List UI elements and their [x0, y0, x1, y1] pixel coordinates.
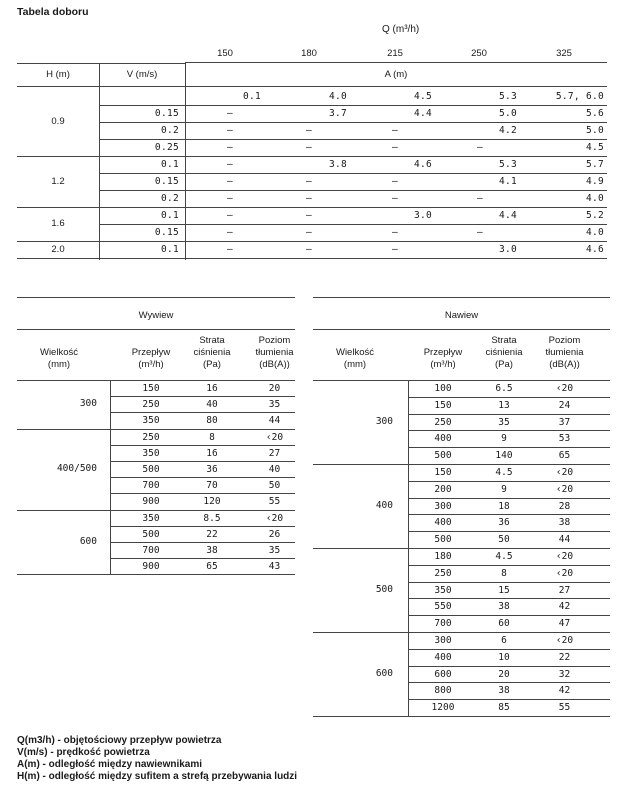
- cell-value: 85: [498, 702, 510, 714]
- divider: [313, 464, 610, 465]
- divider: [185, 62, 607, 63]
- size-value: 500: [375, 584, 393, 595]
- h-value: 2.0: [51, 243, 65, 255]
- a-value: —: [226, 108, 234, 119]
- a-value: —: [305, 142, 313, 153]
- cell-value: 350: [434, 584, 452, 596]
- cell-value: 180: [434, 551, 452, 562]
- cell-value: 35: [268, 545, 281, 556]
- divider: [313, 329, 610, 330]
- cell-value: 500: [142, 528, 160, 540]
- v-value: 0.15: [154, 176, 179, 187]
- cell-value: 250: [142, 399, 160, 411]
- cell-value: 40: [268, 464, 281, 475]
- a-value: 4.0: [585, 193, 604, 204]
- cell-value: 20: [268, 383, 281, 394]
- cell-value: 8.5: [203, 512, 221, 524]
- column-header: (mm): [47, 359, 71, 370]
- cell-value: 40: [206, 399, 218, 411]
- cell-value: 38: [498, 685, 510, 697]
- v-value: 0.1: [160, 159, 179, 170]
- size-value: 600: [79, 536, 97, 547]
- cell-value: 700: [142, 545, 160, 556]
- a-value: —: [305, 193, 313, 204]
- cell-value: 120: [203, 496, 221, 508]
- a-value: 4.6: [585, 244, 604, 255]
- a-value: 5.3: [498, 159, 517, 170]
- column-header: Strata: [491, 335, 517, 346]
- divider: [408, 498, 610, 499]
- cell-value: 6.5: [495, 383, 513, 394]
- cell-value: 300: [434, 500, 452, 512]
- v-value: 0.2: [160, 125, 179, 136]
- divider: [110, 380, 111, 574]
- cell-value: 22: [558, 651, 571, 663]
- column-header: (m³/h): [138, 359, 164, 370]
- cell-value: 400: [434, 651, 452, 663]
- q-axis-label: Q (m³/h): [382, 24, 420, 35]
- cell-value: 18: [498, 500, 510, 512]
- divider: [110, 461, 295, 462]
- a-header: A (m): [384, 69, 408, 80]
- cell-value: 8: [501, 567, 507, 579]
- cell-value: 47: [558, 618, 571, 630]
- cell-value: 400: [434, 433, 452, 445]
- legend-item: H(m) - odległość między sufitem a strefą przebywania ludzi: [17, 771, 298, 782]
- cell-value: 22: [206, 528, 218, 540]
- q-value: 250: [471, 48, 487, 59]
- cell-value: 43: [268, 561, 281, 573]
- a-value: —: [305, 210, 313, 221]
- cell-value: 250: [142, 431, 160, 443]
- column-header: (mm): [343, 359, 367, 370]
- h-value: 1.2: [51, 175, 65, 187]
- v-header: V (m/s): [126, 69, 158, 80]
- q-value: 215: [387, 48, 403, 59]
- cell-value: ‹20: [555, 383, 574, 394]
- cell-value: 80: [206, 415, 218, 427]
- a-value: 4.6: [413, 159, 432, 170]
- cell-value: 350: [142, 512, 160, 524]
- a-value: 4.5: [585, 142, 604, 153]
- divider: [408, 447, 610, 448]
- a-value: —: [391, 193, 399, 204]
- divider: [17, 63, 185, 64]
- divider: [17, 241, 607, 242]
- divider: [17, 297, 295, 298]
- column-header: ciśnienia: [485, 347, 523, 358]
- divider: [408, 531, 610, 532]
- column-header: (Pa): [203, 359, 221, 370]
- cell-value: ‹20: [265, 431, 284, 443]
- cell-value: ‹20: [265, 512, 284, 524]
- a-value: 5.0: [498, 108, 517, 119]
- v-value: 0.15: [154, 108, 179, 119]
- h-value: 1.6: [51, 218, 65, 229]
- cell-value: 1200: [431, 702, 455, 714]
- a-value: —: [391, 227, 399, 238]
- cell-value: 50: [498, 534, 510, 546]
- a-value: —: [305, 227, 313, 238]
- a-value: 3.0: [498, 244, 517, 255]
- cell-value: 250: [434, 567, 452, 579]
- a-value: 5.6: [585, 108, 604, 119]
- v-value: 0.1: [160, 210, 179, 221]
- a-value: 3.8: [328, 159, 347, 170]
- h-value: 0.9: [51, 116, 65, 127]
- cell-value: 250: [434, 416, 452, 428]
- a-value: —: [305, 244, 313, 255]
- cell-value: 10: [498, 651, 510, 663]
- divider: [17, 510, 295, 511]
- cell-value: ‹20: [555, 635, 574, 646]
- column-header: tłumienia: [545, 347, 584, 358]
- a-value: 4.0: [585, 227, 604, 238]
- cell-value: 35: [498, 416, 510, 428]
- cell-value: 550: [434, 601, 452, 613]
- divider: [408, 666, 610, 667]
- a-value: 3.0: [413, 210, 432, 221]
- cell-value: ‹20: [555, 483, 574, 495]
- a-value: 5.2: [585, 210, 604, 221]
- cell-value: 500: [434, 534, 452, 546]
- divider: [17, 574, 295, 575]
- a-value: 4.1: [498, 176, 517, 187]
- cell-value: 55: [268, 496, 281, 508]
- size-value: 300: [79, 398, 97, 410]
- cell-value: ‹20: [555, 551, 574, 562]
- column-header: (Pa): [495, 359, 513, 370]
- divider: [408, 615, 610, 616]
- cell-value: 500: [142, 464, 160, 475]
- v-value: 0.15: [154, 227, 179, 238]
- column-header: (dB(A)): [259, 359, 290, 370]
- cell-value: 4.5: [495, 551, 513, 562]
- cell-value: 35: [268, 399, 281, 411]
- divider: [17, 429, 295, 430]
- cell-value: 350: [142, 415, 160, 427]
- cell-value: 70: [206, 480, 218, 492]
- cell-value: 38: [558, 517, 571, 529]
- a-value: 4.2: [498, 125, 517, 136]
- size-value: 400/500: [56, 463, 97, 475]
- q-value: 180: [301, 48, 317, 59]
- divider: [110, 445, 295, 446]
- divider: [110, 542, 295, 543]
- cell-value: 38: [206, 545, 218, 556]
- divider: [110, 493, 295, 494]
- cell-value: 13: [498, 399, 510, 411]
- divider: [408, 565, 610, 566]
- cell-value: 300: [434, 635, 452, 646]
- cell-value: 44: [268, 415, 281, 427]
- a-value: —: [476, 227, 484, 238]
- cell-value: 55: [558, 702, 571, 714]
- h-header: H (m): [46, 69, 70, 80]
- divider: [313, 380, 610, 381]
- cell-value: 60: [498, 618, 510, 630]
- size-value: 600: [375, 668, 393, 679]
- a-value: —: [305, 125, 313, 136]
- a-value: —: [476, 142, 484, 153]
- cell-value: 200: [434, 483, 452, 495]
- column-header: (dB(A)): [549, 359, 580, 370]
- divider: [110, 526, 295, 527]
- divider: [408, 649, 610, 650]
- table-title: Wywiew: [138, 310, 174, 321]
- cell-value: 150: [434, 467, 452, 478]
- cell-value: 4.5: [495, 467, 513, 478]
- a-value: —: [226, 159, 234, 170]
- cell-value: 700: [434, 618, 452, 630]
- cell-value: 28: [558, 500, 571, 512]
- cell-value: 27: [558, 584, 571, 596]
- cell-value: 37: [558, 416, 571, 428]
- cell-value: 150: [434, 399, 452, 411]
- column-header: Przepływ: [423, 347, 463, 358]
- cell-value: 65: [206, 561, 218, 573]
- a-value: 5.7: [585, 159, 604, 170]
- cell-value: 8: [209, 431, 215, 443]
- cell-value: 20: [498, 668, 510, 680]
- cell-value: 9: [501, 483, 507, 495]
- divider: [110, 412, 295, 413]
- divider: [17, 207, 607, 208]
- divider: [408, 380, 409, 716]
- cell-value: 16: [206, 383, 218, 394]
- divider: [99, 224, 607, 225]
- a-value: 0.1: [242, 91, 261, 102]
- column-header: Wielkość: [335, 347, 374, 358]
- a-value: —: [391, 125, 399, 136]
- cell-value: 32: [558, 668, 571, 680]
- cell-value: 65: [558, 450, 571, 462]
- divider: [408, 582, 610, 583]
- a-value: 3.7: [328, 108, 347, 119]
- column-header: tłumienia: [255, 347, 294, 358]
- divider: [99, 173, 607, 174]
- divider: [408, 414, 610, 415]
- divider: [313, 632, 610, 633]
- column-header: (m³/h): [430, 359, 456, 370]
- divider: [408, 397, 610, 398]
- cell-value: 50: [268, 480, 281, 492]
- a-value: —: [226, 142, 234, 153]
- divider: [110, 477, 295, 478]
- a-value: —: [226, 227, 234, 238]
- column-header: ciśnienia: [193, 347, 231, 358]
- divider: [17, 156, 607, 157]
- divider: [408, 699, 610, 700]
- a-value: —: [226, 244, 234, 255]
- a-value: —: [391, 142, 399, 153]
- cell-value: 16: [206, 447, 218, 459]
- divider: [99, 122, 607, 123]
- a-value: —: [226, 176, 234, 187]
- cell-value: 53: [558, 433, 571, 445]
- a-value: —: [226, 210, 234, 221]
- size-value: 400: [375, 500, 393, 511]
- divider: [408, 430, 610, 431]
- divider: [408, 481, 610, 482]
- cell-value: 42: [558, 685, 571, 697]
- divider: [408, 514, 610, 515]
- cell-value: 600: [434, 668, 452, 680]
- legend-item: Q(m3/h) - objętościowy przepływ powietrza: [17, 735, 222, 746]
- v-value: 0.1: [160, 244, 179, 255]
- divider: [99, 139, 607, 140]
- cell-value: 400: [434, 517, 452, 529]
- a-value: 5.0: [585, 125, 604, 136]
- a-value: —: [226, 193, 234, 204]
- column-header: Strata: [199, 335, 225, 346]
- cell-value: 800: [434, 685, 452, 697]
- cell-value: 24: [558, 399, 571, 411]
- column-header: Wielkość: [39, 347, 78, 358]
- cell-value: 100: [434, 383, 452, 394]
- a-value: —: [391, 244, 399, 255]
- a-value: —: [305, 176, 313, 187]
- column-header: Poziom: [548, 335, 581, 346]
- a-value: —: [391, 176, 399, 187]
- q-value: 150: [217, 48, 233, 59]
- table-title: Nawiew: [444, 310, 479, 321]
- divider: [408, 682, 610, 683]
- v-value: 0.2: [160, 193, 179, 204]
- size-value: 300: [375, 416, 393, 427]
- divider: [110, 558, 295, 559]
- legend-item: V(m/s) - prędkość powietrza: [17, 747, 150, 758]
- legend: [17, 735, 297, 783]
- v-value: 0.25: [154, 142, 179, 153]
- legend-item: A(m) - odległość między nawiewnikami: [17, 759, 203, 770]
- q-value: 325: [556, 48, 572, 59]
- a-value: 4.5: [413, 91, 432, 102]
- a-value: 4.4: [498, 210, 517, 221]
- cell-value: 350: [142, 447, 160, 459]
- divider: [17, 86, 607, 87]
- a-value: 5.3: [498, 91, 517, 102]
- divider: [313, 297, 610, 298]
- cell-value: 900: [142, 561, 160, 573]
- cell-value: 36: [206, 464, 218, 475]
- a-value: 4.0: [328, 91, 347, 102]
- column-header: Poziom: [258, 335, 291, 346]
- cell-value: 27: [268, 447, 281, 459]
- divider: [99, 105, 607, 106]
- cell-value: 500: [434, 450, 452, 462]
- page-title: Tabela doboru: [17, 6, 89, 18]
- column-header: Przepływ: [131, 347, 171, 358]
- a-value: 4.4: [413, 108, 432, 119]
- divider: [99, 190, 607, 191]
- cell-value: 42: [558, 601, 571, 613]
- cell-value: 9: [501, 433, 507, 445]
- cell-value: 36: [498, 517, 510, 529]
- divider: [408, 598, 610, 599]
- cell-value: ‹20: [555, 567, 574, 579]
- cell-value: ‹20: [555, 467, 574, 478]
- cell-value: 26: [268, 528, 281, 540]
- a-value: —: [226, 125, 234, 136]
- divider: [17, 258, 607, 259]
- divider: [110, 396, 295, 397]
- a-value: —: [476, 193, 484, 204]
- cell-value: 700: [142, 480, 160, 492]
- divider: [17, 329, 295, 330]
- cell-value: 140: [495, 450, 513, 462]
- divider: [313, 716, 610, 717]
- divider: [313, 548, 610, 549]
- a-value: 5.7, 6.0: [555, 91, 604, 102]
- a-value: 4.9: [585, 176, 604, 187]
- cell-value: 900: [142, 496, 160, 508]
- cell-value: 6: [501, 635, 507, 646]
- cell-value: 38: [498, 601, 510, 613]
- cell-value: 44: [558, 534, 571, 546]
- divider: [17, 380, 295, 381]
- cell-value: 15: [498, 584, 510, 596]
- cell-value: 150: [142, 383, 160, 394]
